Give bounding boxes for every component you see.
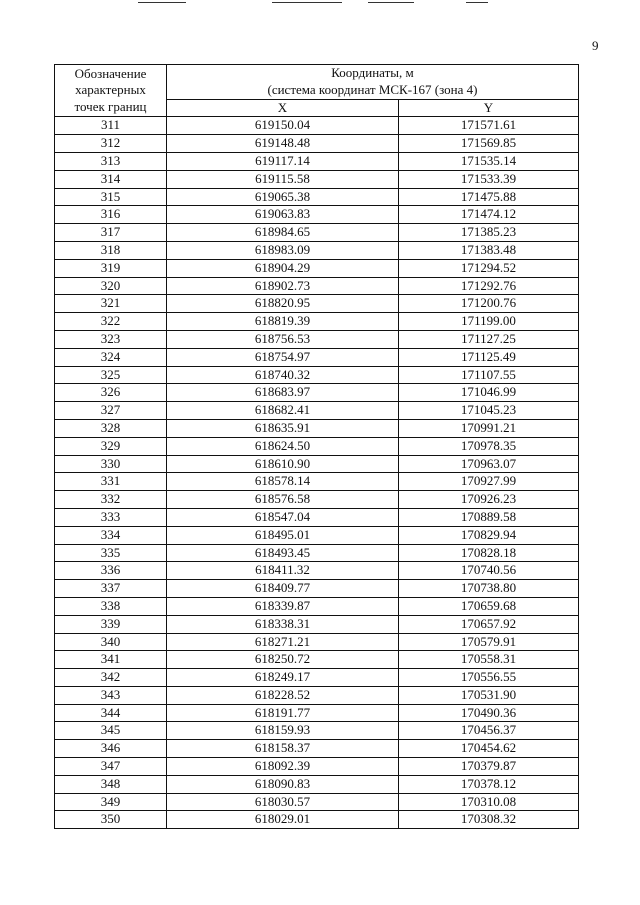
x-coordinate-cell: 618904.29: [167, 259, 399, 277]
point-number-cell: 349: [55, 793, 167, 811]
header-point-designation: [55, 65, 167, 117]
table-row: [55, 348, 579, 366]
table-row: [55, 259, 579, 277]
x-coordinate-cell: 618547.04: [167, 508, 399, 526]
x-coordinate-cell: 618092.39: [167, 758, 399, 776]
y-coordinate-cell: 170558.31: [399, 651, 579, 669]
x-coordinate-cell: 619063.83: [167, 206, 399, 224]
y-coordinate-cell: 171200.76: [399, 295, 579, 313]
header-designation-line: Обозначение: [74, 65, 147, 81]
point-number-cell: 340: [55, 633, 167, 651]
table-row: [55, 508, 579, 526]
x-coordinate-cell: 618158.37: [167, 740, 399, 758]
x-coordinate-cell: 618683.97: [167, 384, 399, 402]
point-number-cell: 316: [55, 206, 167, 224]
point-number-cell: 339: [55, 615, 167, 633]
point-number-cell: 320: [55, 277, 167, 295]
y-coordinate-cell: 170927.99: [399, 473, 579, 491]
table-row: [55, 811, 579, 829]
y-coordinate-cell: 171475.88: [399, 188, 579, 206]
point-number-cell: 343: [55, 686, 167, 704]
table-row: [55, 758, 579, 776]
table-row: [55, 419, 579, 437]
table-body: [55, 117, 579, 829]
x-coordinate-cell: 618191.77: [167, 704, 399, 722]
y-coordinate-cell: 170889.58: [399, 508, 579, 526]
point-number-cell: 314: [55, 170, 167, 188]
header-designation-line: характерных: [75, 82, 146, 98]
x-coordinate-cell: 618338.31: [167, 615, 399, 633]
point-number-cell: 312: [55, 135, 167, 153]
coordinates-table: [54, 64, 579, 829]
point-number-cell: 330: [55, 455, 167, 473]
table-row: [55, 117, 579, 135]
point-number-cell: 334: [55, 526, 167, 544]
point-number-cell: 318: [55, 241, 167, 259]
table-row: [55, 580, 579, 598]
table-row: [55, 402, 579, 420]
point-number-cell: 328: [55, 419, 167, 437]
x-coordinate-cell: 619115.58: [167, 170, 399, 188]
x-coordinate-cell: 618756.53: [167, 330, 399, 348]
header-coordinates: [167, 65, 579, 100]
point-number-cell: 327: [55, 402, 167, 420]
x-coordinate-cell: 619150.04: [167, 117, 399, 135]
y-coordinate-cell: 170926.23: [399, 491, 579, 509]
header-coordinates-title: Координаты, м: [331, 65, 414, 80]
y-coordinate-cell: 170531.90: [399, 686, 579, 704]
x-coordinate-cell: 619148.48: [167, 135, 399, 153]
table-row: [55, 722, 579, 740]
header-y: Y: [399, 99, 579, 117]
point-number-cell: 336: [55, 562, 167, 580]
y-coordinate-cell: 170978.35: [399, 437, 579, 455]
table-row: [55, 615, 579, 633]
table-row: [55, 597, 579, 615]
table-row: [55, 562, 579, 580]
table-row: [55, 152, 579, 170]
point-number-cell: 329: [55, 437, 167, 455]
table-row: [55, 526, 579, 544]
table-row: [55, 455, 579, 473]
table-row: [55, 224, 579, 242]
table-row: [55, 740, 579, 758]
table-header: [55, 65, 579, 117]
table-row: [55, 277, 579, 295]
point-number-cell: 323: [55, 330, 167, 348]
table-row: [55, 206, 579, 224]
table-row: [55, 437, 579, 455]
y-coordinate-cell: 170310.08: [399, 793, 579, 811]
x-coordinate-cell: 618983.09: [167, 241, 399, 259]
table-row: [55, 669, 579, 687]
x-coordinate-cell: 619065.38: [167, 188, 399, 206]
x-coordinate-cell: 618754.97: [167, 348, 399, 366]
x-coordinate-cell: 618635.91: [167, 419, 399, 437]
point-number-cell: 322: [55, 313, 167, 331]
y-coordinate-cell: 170991.21: [399, 419, 579, 437]
point-number-cell: 350: [55, 811, 167, 829]
top-edge-marks: [0, 0, 640, 6]
x-coordinate-cell: 618578.14: [167, 473, 399, 491]
x-coordinate-cell: 618271.21: [167, 633, 399, 651]
table-row: [55, 366, 579, 384]
point-number-cell: 324: [55, 348, 167, 366]
point-number-cell: 313: [55, 152, 167, 170]
table-row: [55, 313, 579, 331]
y-coordinate-cell: 170659.68: [399, 597, 579, 615]
header-x: X: [167, 99, 399, 117]
y-coordinate-cell: 171294.52: [399, 259, 579, 277]
point-number-cell: 346: [55, 740, 167, 758]
y-coordinate-cell: 170454.62: [399, 740, 579, 758]
table-row: [55, 686, 579, 704]
y-coordinate-cell: 171127.25: [399, 330, 579, 348]
table-row: [55, 384, 579, 402]
y-coordinate-cell: 171533.39: [399, 170, 579, 188]
y-coordinate-cell: 170556.55: [399, 669, 579, 687]
table-row: [55, 135, 579, 153]
table-row: [55, 633, 579, 651]
x-coordinate-cell: 618740.32: [167, 366, 399, 384]
y-coordinate-cell: 171199.00: [399, 313, 579, 331]
y-coordinate-cell: 171045.23: [399, 402, 579, 420]
y-coordinate-cell: 171107.55: [399, 366, 579, 384]
y-coordinate-cell: 170579.91: [399, 633, 579, 651]
table-row: [55, 651, 579, 669]
y-coordinate-cell: 170740.56: [399, 562, 579, 580]
y-coordinate-cell: 170828.18: [399, 544, 579, 562]
x-coordinate-cell: 618493.45: [167, 544, 399, 562]
y-coordinate-cell: 170657.92: [399, 615, 579, 633]
y-coordinate-cell: 171383.48: [399, 241, 579, 259]
x-coordinate-cell: 618228.52: [167, 686, 399, 704]
table-row: [55, 188, 579, 206]
point-number-cell: 315: [55, 188, 167, 206]
point-number-cell: 342: [55, 669, 167, 687]
table-row: [55, 473, 579, 491]
y-coordinate-cell: 171571.61: [399, 117, 579, 135]
point-number-cell: 344: [55, 704, 167, 722]
point-number-cell: 338: [55, 597, 167, 615]
y-coordinate-cell: 170379.87: [399, 758, 579, 776]
x-coordinate-cell: 618820.95: [167, 295, 399, 313]
x-coordinate-cell: 619117.14: [167, 152, 399, 170]
x-coordinate-cell: 618902.73: [167, 277, 399, 295]
y-coordinate-cell: 171535.14: [399, 152, 579, 170]
y-coordinate-cell: 170456.37: [399, 722, 579, 740]
x-coordinate-cell: 618339.87: [167, 597, 399, 615]
point-number-cell: 319: [55, 259, 167, 277]
table-row: [55, 330, 579, 348]
x-coordinate-cell: 618409.77: [167, 580, 399, 598]
y-coordinate-cell: 170378.12: [399, 775, 579, 793]
x-coordinate-cell: 618159.93: [167, 722, 399, 740]
x-coordinate-cell: 618249.17: [167, 669, 399, 687]
x-coordinate-cell: 618090.83: [167, 775, 399, 793]
y-coordinate-cell: 170308.32: [399, 811, 579, 829]
point-number-cell: 325: [55, 366, 167, 384]
point-number-cell: 332: [55, 491, 167, 509]
table-row: [55, 170, 579, 188]
point-number-cell: 348: [55, 775, 167, 793]
point-number-cell: 347: [55, 758, 167, 776]
y-coordinate-cell: 170738.80: [399, 580, 579, 598]
y-coordinate-cell: 171125.49: [399, 348, 579, 366]
x-coordinate-cell: 618495.01: [167, 526, 399, 544]
point-number-cell: 321: [55, 295, 167, 313]
table-row: [55, 775, 579, 793]
x-coordinate-cell: 618682.41: [167, 402, 399, 420]
point-number-cell: 337: [55, 580, 167, 598]
point-number-cell: 311: [55, 117, 167, 135]
point-number-cell: 341: [55, 651, 167, 669]
x-coordinate-cell: 618610.90: [167, 455, 399, 473]
y-coordinate-cell: 170490.36: [399, 704, 579, 722]
header-designation-line: точек границ: [74, 99, 147, 115]
y-coordinate-cell: 171046.99: [399, 384, 579, 402]
point-number-cell: 331: [55, 473, 167, 491]
x-coordinate-cell: 618029.01: [167, 811, 399, 829]
x-coordinate-cell: 618250.72: [167, 651, 399, 669]
table-row: [55, 491, 579, 509]
x-coordinate-cell: 618576.58: [167, 491, 399, 509]
point-number-cell: 335: [55, 544, 167, 562]
point-number-cell: 333: [55, 508, 167, 526]
x-coordinate-cell: 618624.50: [167, 437, 399, 455]
y-coordinate-cell: 171474.12: [399, 206, 579, 224]
x-coordinate-cell: 618030.57: [167, 793, 399, 811]
header-coordinate-system: (система координат МСК-167 (зона 4): [267, 81, 478, 97]
page-number: 9: [592, 38, 599, 53]
y-coordinate-cell: 171385.23: [399, 224, 579, 242]
y-coordinate-cell: 171569.85: [399, 135, 579, 153]
table-row: [55, 793, 579, 811]
y-coordinate-cell: 170829.94: [399, 526, 579, 544]
point-number-cell: 326: [55, 384, 167, 402]
y-coordinate-cell: 170963.07: [399, 455, 579, 473]
x-coordinate-cell: 618819.39: [167, 313, 399, 331]
y-coordinate-cell: 171292.76: [399, 277, 579, 295]
point-number-cell: 317: [55, 224, 167, 242]
table-row: [55, 704, 579, 722]
point-number-cell: 345: [55, 722, 167, 740]
table-row: [55, 295, 579, 313]
x-coordinate-cell: 618411.32: [167, 562, 399, 580]
x-coordinate-cell: 618984.65: [167, 224, 399, 242]
table-row: [55, 241, 579, 259]
table-row: [55, 544, 579, 562]
